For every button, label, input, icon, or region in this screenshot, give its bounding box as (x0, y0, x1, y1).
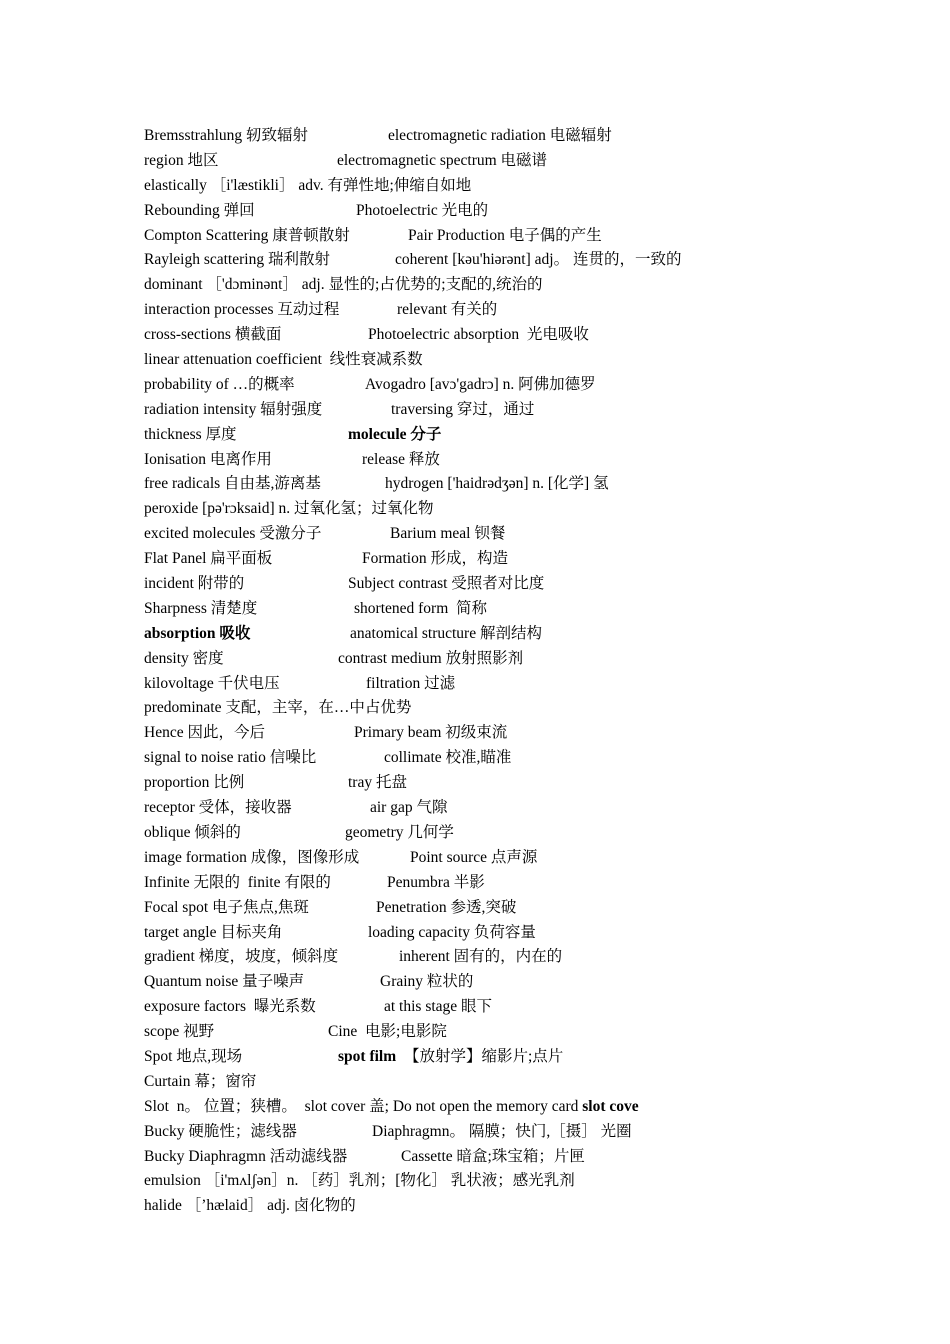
vocab-entry: predominate 支配，主宰，在…中占优势 (144, 699, 412, 717)
vocab-entry: oblique 倾斜的 (144, 823, 241, 841)
vocab-entry: slot cove (582, 1097, 639, 1115)
vocab-line (144, 1020, 864, 1045)
vocab-line (144, 547, 864, 572)
vocab-line (144, 298, 864, 323)
vocab-line (144, 696, 864, 721)
vocab-line (144, 821, 864, 846)
vocab-entry: Penumbra 半影 (387, 873, 485, 891)
vocab-entry: electromagnetic spectrum 电磁谱 (337, 151, 548, 169)
vocab-line (144, 945, 864, 970)
vocab-entry: excited molecules 受激分子 (144, 525, 322, 543)
vocab-entry: probability of …的概率 (144, 375, 295, 393)
vocab-line (144, 672, 864, 697)
vocab-entry: exposure factors 曝光系数 (144, 998, 316, 1016)
vocab-line (144, 721, 864, 746)
vocab-entry: region 地区 (144, 151, 219, 169)
vocab-entry: Point source 点声源 (410, 848, 538, 866)
vocab-line (144, 846, 864, 871)
vocab-entry: cross-sections 横截面 (144, 326, 282, 344)
vocab-entry: shortened form 简称 (354, 599, 488, 617)
vocab-entry: relevant 有关的 (397, 301, 498, 319)
vocab-entry: Photoelectric absorption 光电吸收 (368, 326, 589, 344)
vocab-entry: Barium meal 钡餐 (390, 525, 506, 543)
vocab-line (144, 647, 864, 672)
vocab-line (144, 871, 864, 896)
vocab-entry: gradient 梯度，坡度，倾斜度 (144, 948, 339, 966)
vocab-line (144, 995, 864, 1020)
vocab-entry: radiation intensity 辐射强度 (144, 400, 323, 418)
vocab-entry: Infinite 无限的 finite 有限的 (144, 873, 331, 891)
vocab-entry: Penetration 参透,突破 (376, 898, 517, 916)
vocab-entry: hydrogen ['haidrədʒən] n. [化学] 氢 (385, 475, 609, 493)
vocab-entry: Avogadro [avɔ'gadrɔ] n. 阿佛加德罗 (365, 375, 596, 393)
vocab-entry: elastically ［i'læstikli］ adv. 有弹性地;伸缩自如地 (144, 176, 472, 194)
vocab-entry: filtration 过滤 (366, 674, 456, 692)
vocab-entry: at this stage 眼下 (384, 998, 493, 1016)
vocab-line (144, 398, 864, 423)
vocab-entry: Compton Scattering 康普顿散射 (144, 226, 350, 244)
vocab-entry: coherent [kəu'hiərənt] adj。 连贯的，一致的 (395, 251, 682, 269)
vocab-entry: Sharpness 清楚度 (144, 599, 258, 617)
vocab-line (144, 124, 864, 149)
vocab-entry: geometry 几何学 (345, 823, 454, 841)
vocab-line (144, 224, 864, 249)
vocab-line (144, 572, 864, 597)
vocab-entry: Spot 地点,现场 (144, 1047, 243, 1065)
vocab-line (144, 622, 864, 647)
vocab-entry: electromagnetic radiation 电磁辐射 (388, 127, 612, 144)
vocab-entry: proportion 比例 (144, 774, 245, 792)
vocab-entry: absorption 吸收 (144, 624, 251, 642)
vocab-line (144, 348, 864, 373)
vocab-entry: Subject contrast 受照者对比度 (348, 575, 545, 593)
vocab-entry: kilovoltage 千伏电压 (144, 674, 280, 692)
vocab-entry: Bucky Diaphragmn 活动滤线器 (144, 1147, 348, 1165)
vocab-entry: density 密度 (144, 649, 224, 667)
vocab-entry: image formation 成像，图像形成 (144, 848, 360, 866)
vocab-line (144, 597, 864, 622)
vocab-line (144, 1045, 864, 1070)
vocab-entry: loading capacity 负荷容量 (368, 923, 536, 941)
vocab-entry: Hence 因此，今后 (144, 724, 265, 742)
vocab-entry: release 释放 (362, 450, 440, 468)
vocab-entry: receptor 受体，接收器 (144, 799, 292, 817)
vocab-entry: Diaphragmn。 隔膜；快门,［摄］ 光圈 (372, 1122, 632, 1140)
vocab-entry: spot film (338, 1047, 397, 1065)
vocab-entry: Primary beam 初级束流 (354, 724, 508, 742)
vocab-entry: free radicals 自由基,游离基 (144, 475, 321, 493)
vocab-entry: Bucky 硬脆性；滤线器 (144, 1122, 297, 1140)
vocab-line (144, 423, 864, 448)
vocab-entry: signal to noise ratio 信噪比 (144, 749, 317, 767)
vocabulary-list (144, 124, 864, 1219)
vocab-entry: peroxide [pə'rɔksaid] n. 过氧化氢；过氧化物 (144, 500, 434, 518)
vocab-entry: Photoelectric 光电的 (356, 201, 489, 219)
vocab-line (144, 448, 864, 473)
vocab-line (144, 1169, 864, 1194)
vocab-entry: Pair Production 电子偶的产生 (408, 226, 602, 244)
vocab-entry: Ionisation 电离作用 (144, 450, 272, 468)
vocab-line (144, 1070, 864, 1095)
vocab-entry: scope 视野 (144, 1023, 215, 1041)
vocab-entry: anatomical structure 解剖结构 (350, 624, 542, 642)
vocab-entry: 【放射学】缩影片;点片 (400, 1047, 564, 1065)
vocab-entry: Slot n。 位置；狭槽。 slot cover 盖; Do not open the memory card (144, 1097, 583, 1115)
vocab-entry: Rebounding 弹回 (144, 201, 255, 219)
vocab-entry: contrast medium 放射照影剂 (338, 649, 524, 667)
vocab-line (144, 149, 864, 174)
vocab-entry: collimate 校准,瞄准 (384, 749, 512, 767)
vocab-line (144, 199, 864, 224)
vocab-line (144, 248, 864, 273)
vocab-entry: Curtain 幕；窗帘 (144, 1072, 257, 1090)
vocab-line (144, 373, 864, 398)
vocab-line (144, 472, 864, 497)
vocab-entry: emulsion ［i'mʌlʃən］n. ［药］乳剂；[物化］ 乳状液；感光乳剂 (144, 1172, 575, 1190)
vocab-entry: Cine 电影;电影院 (328, 1023, 447, 1041)
vocab-line (144, 1095, 864, 1120)
vocab-line (144, 174, 864, 199)
vocab-line (144, 896, 864, 921)
vocab-entry: target angle 目标夹角 (144, 923, 283, 941)
vocab-line (144, 921, 864, 946)
vocab-entry: Cassette 暗盒;珠宝箱；片匣 (401, 1147, 585, 1165)
vocab-entry: halide ［’hælaid］ adj. 卤化物的 (144, 1197, 356, 1215)
vocab-entry: Grainy 粒状的 (380, 973, 474, 991)
vocab-entry: Bremsstrahlung 轫致辐射 (144, 127, 309, 144)
vocab-entry: linear attenuation coefficient 线性衰减系数 (144, 351, 423, 369)
vocab-line (144, 497, 864, 522)
vocab-line (144, 771, 864, 796)
vocab-line (144, 1194, 864, 1219)
vocab-entry: Quantum noise 量子噪声 (144, 973, 305, 991)
vocab-line (144, 970, 864, 995)
vocab-line (144, 1145, 864, 1170)
vocab-entry: interaction processes 互动过程 (144, 301, 340, 319)
vocab-entry: Flat Panel 扁平面板 (144, 550, 273, 568)
vocab-entry: Formation 形成，构造 (362, 550, 508, 568)
vocab-entry: traversing 穿过，通过 (391, 400, 535, 418)
vocab-line (144, 522, 864, 547)
vocab-entry: thickness 厚度 (144, 425, 237, 443)
vocab-entry: molecule 分子 (348, 425, 442, 443)
vocab-line (144, 323, 864, 348)
vocab-line (144, 1120, 864, 1145)
vocab-line (144, 796, 864, 821)
vocab-entry: dominant ［'dɔminənt］ adj. 显性的;占优势的;支配的,统治的 (144, 276, 543, 294)
vocab-line (144, 746, 864, 771)
vocab-entry: Focal spot 电子焦点,焦斑 (144, 898, 309, 916)
vocab-entry: inherent 固有的，内在的 (399, 948, 563, 966)
vocab-entry: incident 附带的 (144, 575, 245, 593)
vocab-entry: air gap 气隙 (370, 799, 448, 817)
vocab-entry: tray 托盘 (348, 774, 407, 792)
vocab-line (144, 273, 864, 298)
vocab-entry: Rayleigh scattering 瑞利散射 (144, 251, 330, 269)
